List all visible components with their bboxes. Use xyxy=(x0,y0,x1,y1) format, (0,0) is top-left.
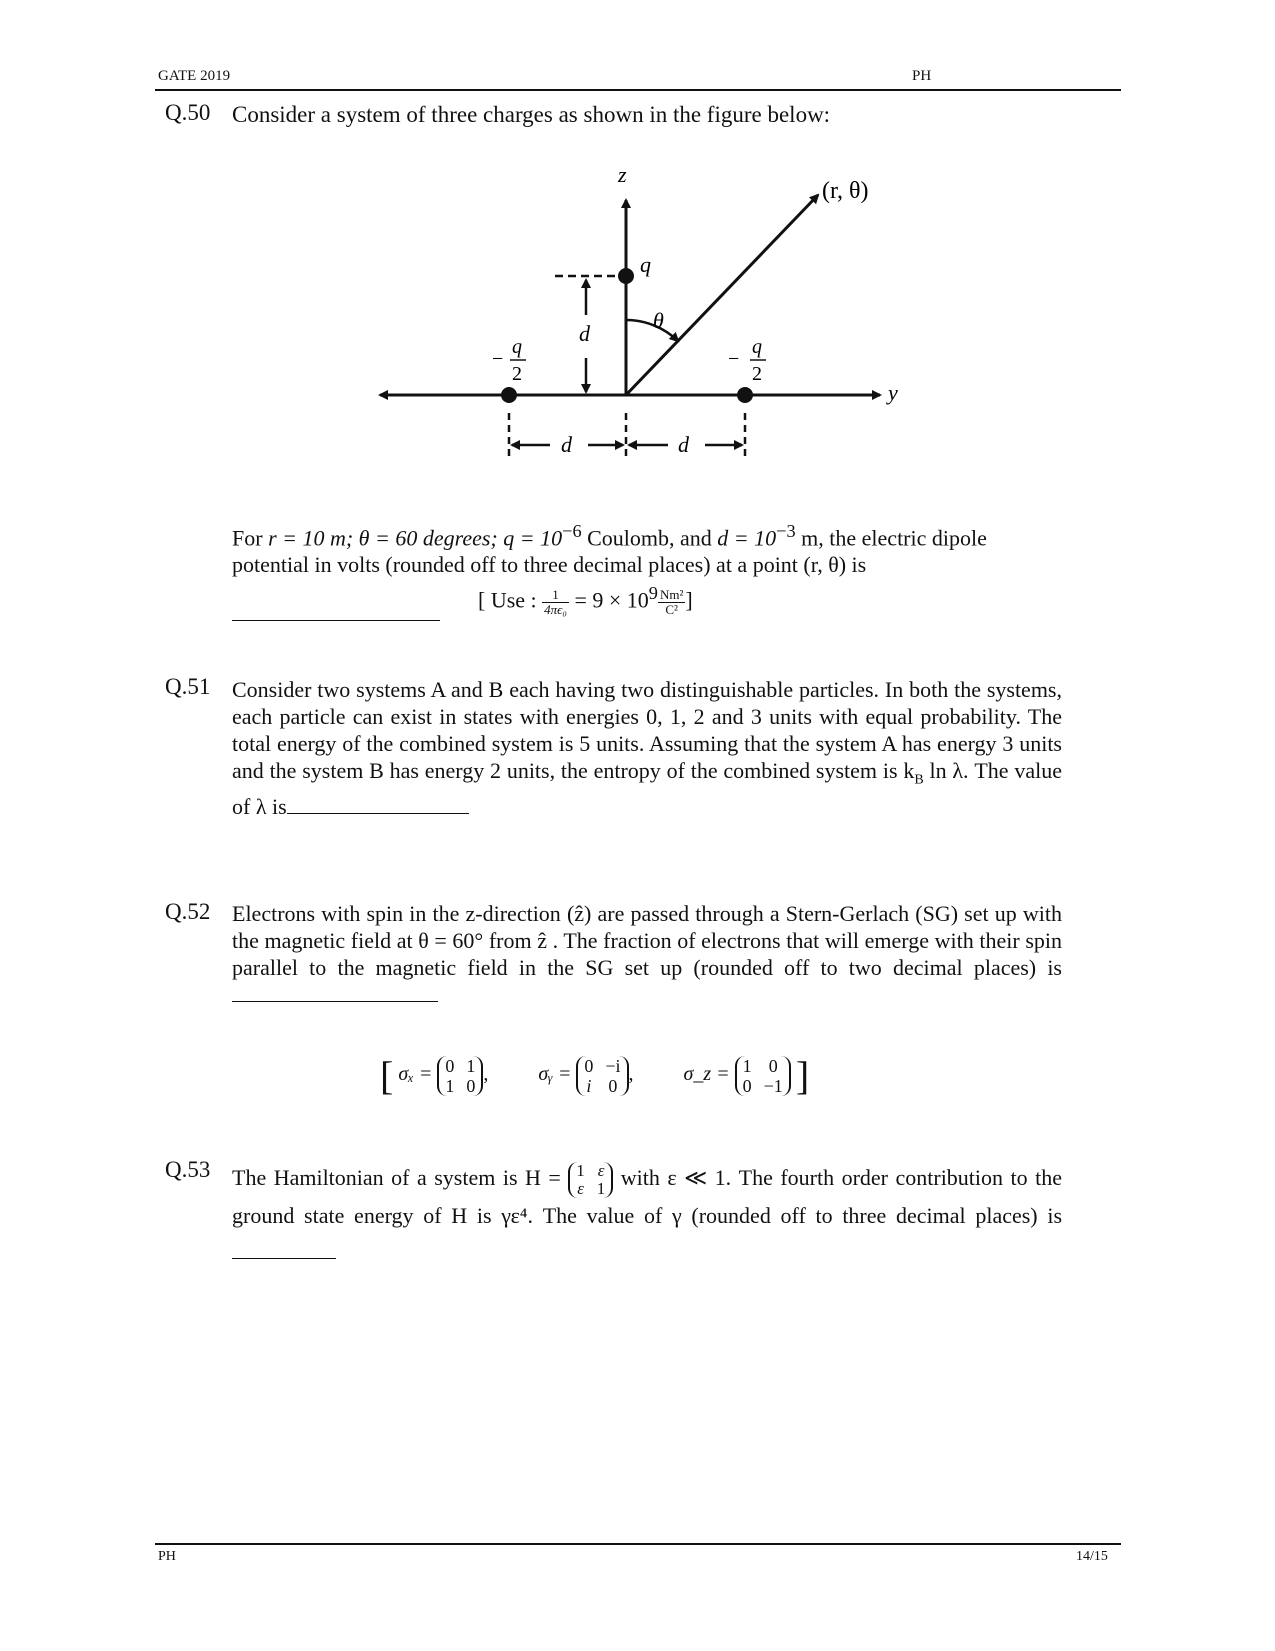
sigma-x-label: σₓ = xyxy=(398,1063,433,1086)
pauli-open-bracket: [ xyxy=(380,1053,394,1098)
center-charge-label: q xyxy=(640,252,651,277)
q51-body xyxy=(232,676,1062,820)
q52-answer-blank[interactable] xyxy=(232,985,438,1002)
q50-use-fraction: $\frac{1}{\text{4πϵ₀}}$ xyxy=(544,586,567,617)
right-charge-den: 2 xyxy=(752,363,762,385)
q50-body xyxy=(232,518,1062,578)
q51-text: Consider two systems A and B each having two distinguishable particles. In both the systems, each particle can exist in states with energies 0, 1, 2 and 3 units with equal probability. The total energy of the combined system is 5 units. Assuming that the system A has energy 3 units and the system B has energy 2 units, the entropy of the combined system is k xyxy=(232,677,1062,783)
pauli-close-bracket: ] xyxy=(795,1053,810,1098)
d-vertical-label: d xyxy=(579,321,590,346)
q50-use-unit: $\frac{\text{Nm²}}{\text{C²}}$ xyxy=(659,586,684,617)
q50-line1-exp2: −3 xyxy=(776,521,796,541)
header-exam-name: GATE 2019 xyxy=(158,68,231,84)
q53-text-a: The Hamiltonian of a system is H = xyxy=(232,1165,561,1190)
q50-line1-d: d = 10 xyxy=(717,525,777,551)
footer-page-number: 14/15 xyxy=(1076,1549,1108,1564)
q50-line1-a: For xyxy=(232,525,269,551)
q52-body xyxy=(232,900,1062,1008)
q50-line1-exp1: −6 xyxy=(562,521,582,541)
y-axis-label: y xyxy=(888,380,898,405)
d-right-label: d xyxy=(678,432,689,457)
q53-body xyxy=(232,1160,1062,1270)
q53-answer-blank[interactable] xyxy=(232,1242,336,1259)
left-charge-num: q xyxy=(512,336,522,358)
q50-number: Q.50 xyxy=(165,100,211,125)
header-divider xyxy=(155,89,1121,91)
charge-system-figure xyxy=(360,160,940,480)
pauli-matrices: [ σₓ = 0 1 1 0 , σᵧ = 0 −i i 0 , σ_z = 1 0 0 −1 ] xyxy=(380,1053,810,1098)
theta-label: θ xyxy=(653,308,664,333)
footer-divider xyxy=(155,1543,1121,1545)
q50-use-eq: = 9 × 10 xyxy=(574,587,649,613)
sigma-z-matrix: 1 0 0 −1 xyxy=(735,1056,791,1096)
sigma-x-matrix: 0 1 1 0 xyxy=(437,1056,483,1096)
q50-line2: potential in volts (rounded off to three decimal places) at a point (r, θ) is xyxy=(232,552,867,578)
q51-text-end: ln λ. The value of λ is xyxy=(232,758,1062,820)
q51-kb-subscript: B xyxy=(914,772,924,788)
q50-line1-b: r = 10 m; θ = 60 degrees; q = 10 xyxy=(268,525,563,551)
q52-text: Electrons with spin in the z-direction (ẑ) are passed through a Stern-Gerlach (SG) set up with the magnetic field at θ = 60° from ẑ . The fraction of electrons that will emerge with their spin parallel to the magnetic field in the SG set up (rounded off to two decimal places) is xyxy=(232,901,1062,980)
point-label: (r, θ) xyxy=(822,178,869,204)
sigma-y-matrix: 0 −i i 0 xyxy=(576,1056,628,1096)
hamiltonian-matrix: 1 ε ε 1 xyxy=(568,1162,613,1198)
position-vector xyxy=(626,195,818,395)
q51-number: Q.51 xyxy=(165,674,211,699)
right-charge-dot xyxy=(737,387,753,403)
q50-use-suffix: ] xyxy=(685,587,693,613)
left-charge-sign: − xyxy=(492,348,504,370)
q53-text-c: to the ground state energy of H is γε⁴. The value of γ (rounded off to three decimal places) is xyxy=(232,1165,1063,1228)
q50-use-exp: 9 xyxy=(648,583,658,603)
sigma-z-label: σ_z = xyxy=(683,1063,730,1086)
q50-answer-blank[interactable] xyxy=(232,604,440,621)
q50-intro: Consider a system of three charges as shown in the figure below: xyxy=(232,102,831,127)
q53-text-b: with ε ≪ 1. The fourth order contribution xyxy=(620,1165,1004,1190)
q52-number: Q.52 xyxy=(165,899,211,924)
right-charge-sign: − xyxy=(728,348,740,370)
q51-answer-blank[interactable] xyxy=(287,797,469,814)
header-paper-code: PH xyxy=(912,68,932,84)
footer-paper-code: PH xyxy=(158,1549,176,1564)
q50-use-hint xyxy=(478,583,693,617)
q53-number: Q.53 xyxy=(165,1157,211,1182)
left-charge-den: 2 xyxy=(512,363,522,385)
theta-arc xyxy=(626,320,678,341)
right-charge-num: q xyxy=(752,336,762,358)
sigma-y-label: σᵧ = xyxy=(538,1063,572,1086)
q50-line1-c: Coulomb, and xyxy=(581,525,718,551)
q50-use-prefix: [ Use : xyxy=(478,587,537,613)
z-axis-label: z xyxy=(618,162,627,187)
left-charge-dot xyxy=(501,387,517,403)
q50-line1-e: m, the electric dipole xyxy=(795,525,987,551)
d-left-label: d xyxy=(561,432,572,457)
